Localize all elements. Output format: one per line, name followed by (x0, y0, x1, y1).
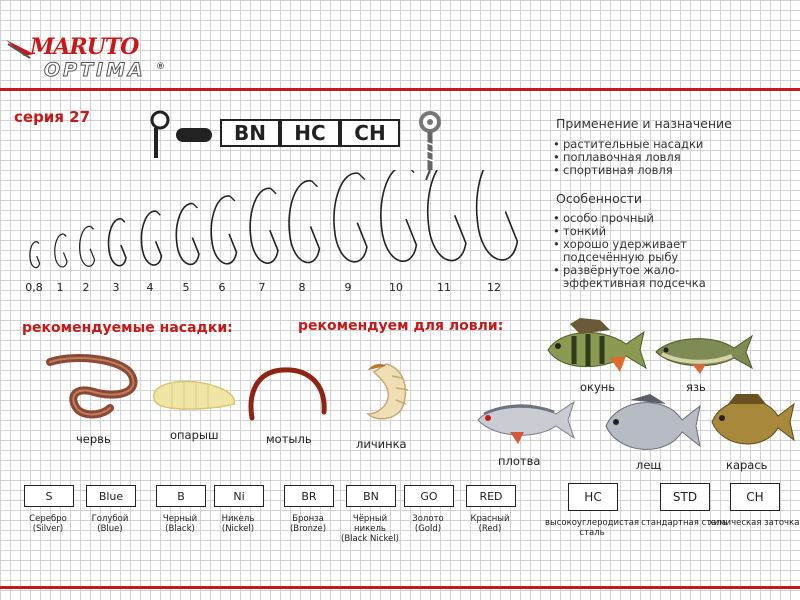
crucian-icon (708, 390, 798, 452)
hook-eye (407, 170, 414, 173)
hook-size-label: 5 (182, 281, 190, 294)
fish-label-ide: язь (686, 380, 706, 394)
fish-heading: рекомендуем для ловли: (298, 318, 504, 334)
bait-label-bloodworm: мотыль (266, 432, 312, 446)
bream-icon (600, 394, 704, 458)
worm-icon (44, 352, 140, 422)
color-code-box: Ni (214, 485, 264, 507)
material-code-desc: стандартная сталь (641, 518, 727, 528)
hook-size-7 (250, 188, 278, 263)
hook-size-label: 10 (389, 281, 403, 294)
brand-line: OPTIMA (44, 59, 146, 81)
material-code-box: HC (568, 483, 618, 511)
bait-label-larva: личинка (356, 437, 407, 451)
fish-label-roach: плотва (498, 454, 541, 468)
bait-label-worm: червь (76, 432, 111, 446)
application-item: • спортивная ловля (553, 164, 793, 177)
hook-size-label: 11 (437, 281, 451, 294)
hook-size-label: 6 (218, 281, 226, 294)
hook-sizes-chart (0, 170, 530, 280)
color-code-box: Blue (86, 485, 136, 507)
color-code-desc: Серебро (Silver) (29, 514, 67, 534)
color-code-desc: Красный (Red) (470, 514, 510, 534)
hook-eye (312, 181, 318, 187)
bottom-band (0, 586, 800, 589)
color-code-box: B (156, 485, 206, 507)
hook-size-11 (428, 170, 466, 261)
hook-size-5 (176, 204, 199, 265)
finish-box-bn: BN (220, 119, 280, 147)
hook-size-label: 2 (82, 281, 90, 294)
bait-label-maggot: опарыш (170, 428, 219, 442)
color-code-box: S (24, 485, 74, 507)
hook-size-2 (80, 226, 95, 266)
application-heading: Применение и назначение (556, 116, 732, 131)
material-code-desc: высокоуглеродистая сталь (544, 518, 640, 538)
application-item: • поплавочная ловля (553, 151, 793, 164)
finish-box-hc: HC (280, 119, 340, 147)
material-code-desc: химическая заточка (708, 518, 800, 528)
hook-eye (193, 204, 197, 208)
hook-size-9 (334, 173, 367, 262)
hook-eye-icon (148, 110, 172, 160)
bloodworm-icon (246, 364, 332, 424)
registered-mark: ® (156, 62, 165, 72)
hook-size-8 (289, 181, 319, 263)
hook-eye (37, 242, 39, 244)
color-code-box: GO (404, 485, 454, 507)
hook-size-label: 0,8 (25, 281, 43, 294)
ide-icon (652, 328, 756, 376)
hook-size-label: 12 (487, 281, 501, 294)
hook-size-label: 4 (146, 281, 154, 294)
feature-item: • развёрнутое жало-эффективная подсечка (553, 264, 743, 290)
hook-eye (122, 219, 125, 222)
features-heading: Особенности (556, 191, 643, 206)
fish-label-crucian: карась (726, 458, 768, 472)
hook-size-6 (211, 196, 236, 264)
features-list (553, 212, 773, 290)
hook-eye (230, 196, 235, 201)
series-title: серия 27 (14, 108, 91, 126)
hook-eye (156, 211, 160, 215)
feature-item: • особо прочный (553, 212, 773, 225)
fish-label-bream: лещ (636, 458, 662, 472)
color-code-desc: Никель (Nickel) (221, 514, 255, 534)
finish-box-ch: CH (340, 119, 400, 147)
color-code-desc: Черный (Black) (162, 514, 198, 534)
hook-size-label: 1 (56, 281, 64, 294)
top-band (0, 88, 800, 91)
hook-size-12 (477, 170, 518, 260)
color-code-desc: Бронза (Bronze) (289, 514, 327, 534)
color-code-desc: Золото (Gold) (412, 514, 444, 534)
color-code-box: BN (346, 485, 396, 507)
hook-size-1 (55, 234, 67, 267)
hook-size-10 (381, 170, 417, 261)
brand-name: MARUTO (30, 34, 139, 60)
hook-size-label: 3 (112, 281, 120, 294)
feature-item: • хорошо удерживает подсечённую рыбу (553, 238, 723, 264)
color-code-box: RED (466, 485, 516, 507)
color-code-box: BR (284, 485, 334, 507)
hook-size-label: 8 (298, 281, 306, 294)
application-list (553, 138, 793, 177)
hook-size-4 (141, 211, 161, 265)
color-code-desc: Чёрный никель (Black Nickel) (341, 514, 399, 544)
roach-icon (474, 394, 578, 446)
color-code-desc: Голубой (Blue) (91, 514, 129, 534)
maggot-icon (150, 374, 240, 414)
hook-size-0-8 (30, 242, 40, 268)
feature-item: • тонкий (553, 225, 773, 238)
hook-eye (64, 234, 66, 236)
application-item: • растительные насадки (553, 138, 793, 151)
material-code-box: CH (730, 483, 780, 511)
spade-pill-icon (176, 128, 212, 142)
hook-size-label: 7 (258, 281, 266, 294)
hook-eye (359, 173, 365, 179)
baits-heading: рекомендуемые насадки: (22, 320, 233, 336)
hook-eye (271, 189, 276, 194)
brand-logo (4, 34, 164, 86)
material-code-box: STD (660, 483, 710, 511)
hook-size-3 (109, 219, 126, 266)
hook-size-label: 9 (344, 281, 352, 294)
fish-label-perch: окунь (580, 380, 616, 394)
perch-icon (540, 318, 650, 378)
larva-icon (356, 360, 412, 426)
hook-eye (91, 226, 94, 229)
